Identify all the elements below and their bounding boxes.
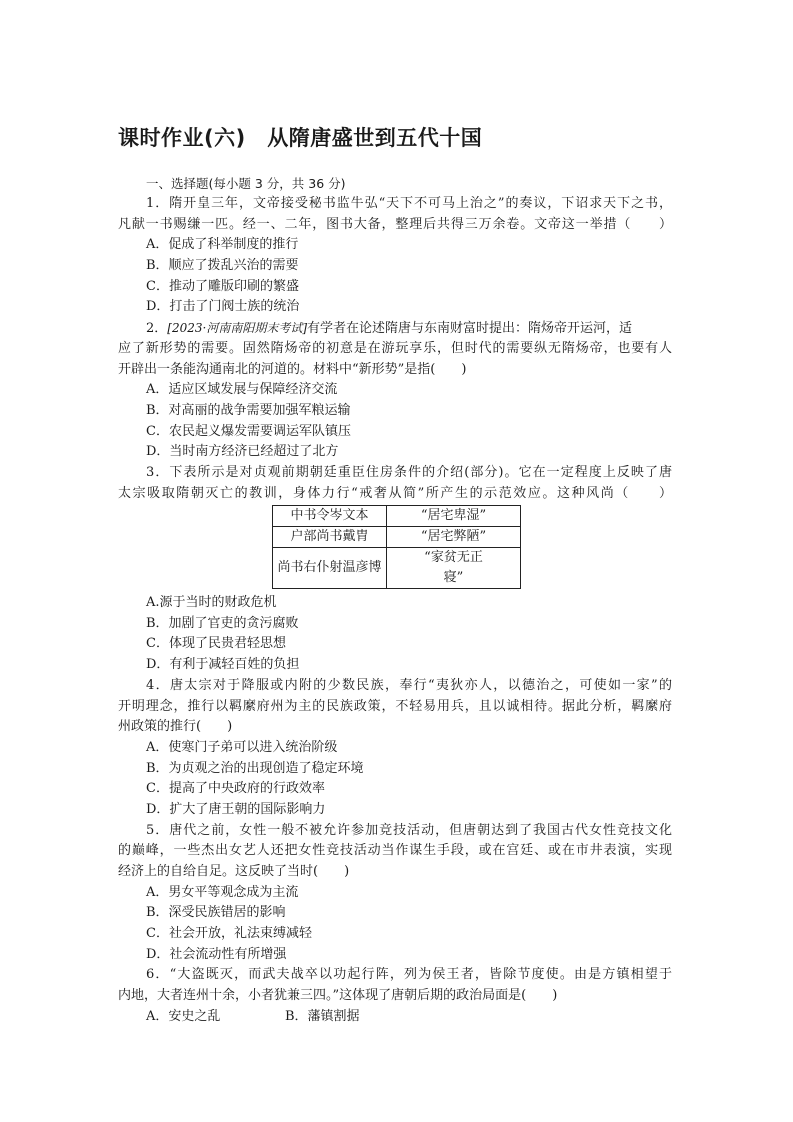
question-2-line-3: 开辟出一条能沟通南北的河道的。材料中“新形势”是指( ) (118, 362, 467, 377)
question-4-option-d: D．扩大了唐王朝的国际影响力 (146, 802, 326, 817)
question-source: [2023·河南南阳期末考试] (167, 321, 307, 335)
question-4-option-c: C．提高了中央政府的行政效率 (146, 781, 325, 796)
question-3-option-a: A.源于当时的财政危机 (146, 595, 277, 610)
question-2-option-b: B．对高丽的战争需要加强军粮运输 (146, 403, 351, 418)
question-1-option-b: B．顺应了拨乱兴治的需要 (146, 258, 299, 273)
page-title: 课时作业(六) 从隋唐盛世到五代十国 (118, 126, 483, 150)
question-2-option-a: A．适应区域发展与保障经济交流 (146, 382, 338, 397)
question-3-option-c: C．体现了民贵君轻思想 (146, 636, 286, 651)
table-cell (387, 548, 521, 589)
question-1-line-2: 凡献一书赐缣一匹。经一、二年，图书大备，整理后共得三万余卷。文帝这一举措（ ） (118, 217, 672, 232)
officials-housing-table (272, 505, 521, 589)
question-2-line-2: 应了新形势的需要。固然隋炀帝的初意是在游玩享乐，但时代的需要纵无隋炀帝，也要有人 (118, 341, 672, 356)
question-5-line-2: 的巅峰，一些杰出女艺人还把女性竞技活动当作谋生手段，或在宫廷、或在市井表演，实现 (118, 843, 672, 858)
question-6-option-b: B．藩镇割据 (285, 1009, 360, 1024)
question-3-line-1: 3．下表所示是对贞观前期朝廷重臣住房条件的介绍(部分)。它在一定程度上反映了唐 (146, 465, 672, 480)
question-3-option-d: D．有利于减轻百姓的负担 (146, 657, 300, 672)
question-3-option-b: B．加剧了官吏的贪污腐败 (146, 616, 299, 631)
question-4-line-2: 开明理念，推行以羁縻府州为主的民族政策，不轻易用兵，且以诚相待。据此分析，羁縻府 (118, 699, 672, 714)
table-cell: 尚书右仆射温彦博 (273, 548, 387, 589)
question-4-option-b: B．为贞观之治的出现创造了稳定环境 (146, 761, 364, 776)
question-2-option-c: C．农民起义爆发需要调运军队镇压 (146, 424, 351, 439)
table-cell: “居宅卑湿” (387, 506, 521, 527)
question-2-option-d: D．当时南方经济已经超过了北方 (146, 444, 339, 459)
question-5-option-a: A．男女平等观念成为主流 (146, 885, 299, 900)
question-5-option-d: D．社会流动性有所增强 (146, 947, 287, 962)
question-5-line-3: 经济上的自给自足。这反映了当时( ) (118, 864, 350, 879)
question-4-line-3: 州政策的推行( ) (118, 719, 233, 734)
question-6-line-2: 内地，大者连州十余，小者犹兼三四。”这体现了唐朝后期的政治局面是( ) (118, 988, 558, 1003)
question-3-line-2: 太宗吸取隋朝灭亡的教训，身体力行“戒奢从简”所产生的示范效应。这种风尚（ ） (118, 486, 672, 501)
table-cell: “居宅弊陋” (387, 527, 521, 548)
question-2-line-1 (146, 320, 632, 337)
question-5-option-c: C．社会开放，礼法束缚减轻 (146, 926, 312, 941)
question-1-option-d: D．打击了门阀士族的统治 (146, 299, 300, 314)
question-4-option-a: A．使寒门子弟可以进入统治阶级 (146, 740, 338, 755)
question-6-option-a: A．安史之乱 (146, 1009, 221, 1024)
question-1-option-c: C．推动了雕版印刷的繁盛 (146, 279, 299, 294)
question-6-line-1: 6．“大盗既灭，而武夫战卒以功起行阵，列为侯王者，皆除节度使。由是方镇相望于 (146, 967, 672, 982)
question-5-line-1: 5．唐代之前，女性一般不被允许参加竞技活动，但唐朝达到了我国古代女性竞技文化 (146, 823, 672, 838)
table-cell-line: “家贫无正 (424, 550, 483, 565)
table-cell-line: 寝” (443, 570, 464, 585)
table-row (273, 548, 521, 589)
question-5-option-b: B．深受民族错居的影响 (146, 905, 286, 920)
question-1-option-a: A．促成了科举制度的推行 (146, 237, 299, 252)
table-row (273, 527, 521, 548)
question-text: 有学者在论述隋唐与东南财富时提出：隋炀帝开运河，适 (307, 321, 633, 336)
table-cell: 户部尚书戴胄 (273, 527, 387, 548)
question-1-line-1: 1．隋开皇三年，文帝接受秘书监牛弘“天下不可马上治之”的奏议，下诏求天下之书， (146, 196, 672, 211)
section-header: 一、选择题(每小题 3 分，共 36 分) (146, 176, 346, 191)
question-number: 2． (146, 321, 168, 336)
question-4-line-1: 4．唐太宗对于降服或内附的少数民族，奉行“夷狄亦人，以德治之，可使如一家”的 (146, 678, 672, 693)
table-cell: 中书令岑文本 (273, 506, 387, 527)
table-row (273, 506, 521, 527)
